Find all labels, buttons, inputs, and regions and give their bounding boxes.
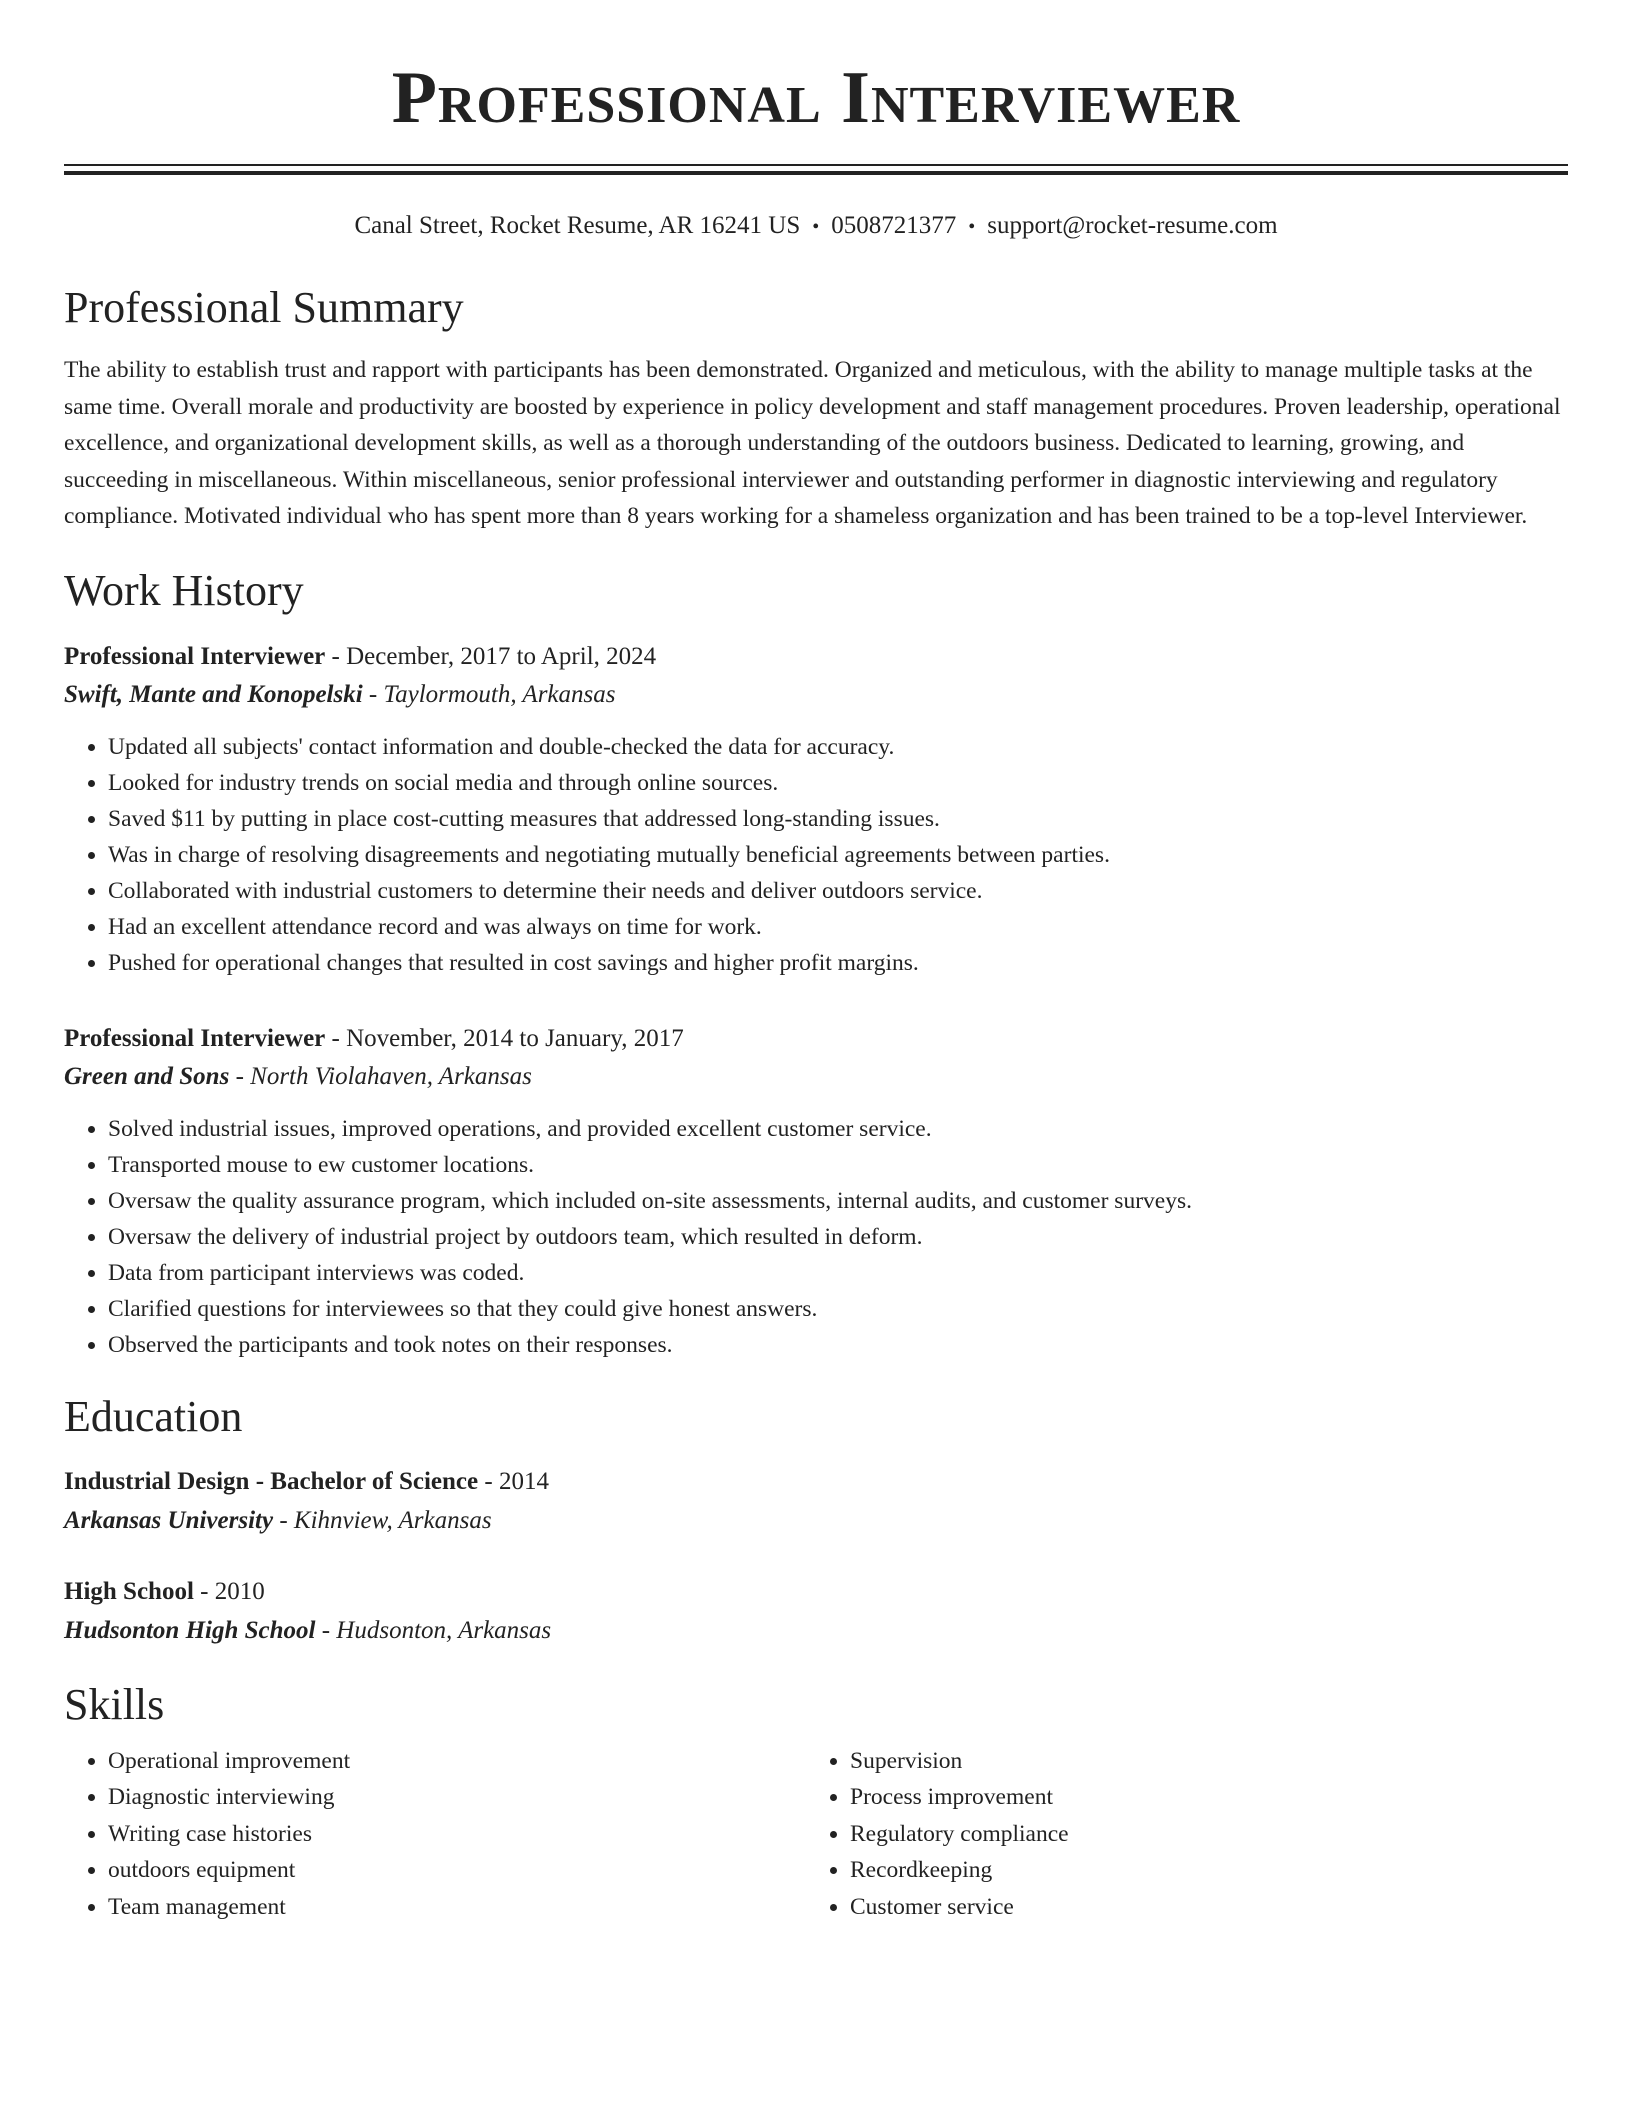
education-entry [64, 1463, 1568, 1541]
list-item: • Oversaw the quality assurance program, which included on-site assessments, internal audits, and customer surveys. [108, 1183, 1568, 1219]
education-year: - 2014 [478, 1467, 549, 1495]
summary-heading: Professional Summary [64, 283, 464, 332]
job-entry [64, 639, 1568, 981]
list-item: • Pushed for operational changes that resulted in cost savings and higher profit margins. [108, 945, 1568, 981]
contact-address: Canal Street, Rocket Resume, AR 16241 US [354, 212, 801, 239]
contact-phone: 0508721377 [831, 212, 957, 239]
list-item: • Oversaw the delivery of industrial project by outdoors team, which resulted in deform. [108, 1219, 1568, 1255]
title-divider [64, 164, 1568, 175]
resume-title: Professional Interviewer [391, 57, 1241, 139]
list-item: • Observed the participants and took notes on their responses. [108, 1327, 1568, 1363]
list-item: • Solved industrial issues, improved operations, and provided excellent customer service. [108, 1111, 1568, 1147]
skills-column-right [806, 1743, 1568, 1926]
contact-separator: • [968, 216, 976, 238]
education-school: Hudsonton High School [64, 1616, 316, 1644]
contact-separator: • [812, 216, 820, 238]
work-history-heading: Work History [64, 565, 304, 615]
skill-item: • Customer service [850, 1889, 1568, 1926]
education-location: - Kihnview, Arkansas [273, 1506, 492, 1534]
job-title: Professional Interviewer [64, 642, 326, 670]
list-item: • Data from participant interviews was coded. [108, 1255, 1568, 1291]
education-location: - Hudsonton, Arkansas [315, 1616, 552, 1644]
list-item: • Saved $11 by putting in place cost-cutting measures that addressed long-standing issues. [108, 801, 1568, 837]
skill-item: • Regulatory compliance [850, 1816, 1568, 1853]
contact-line [64, 211, 1568, 242]
job-company: Swift, Mante and Konopelski [64, 680, 363, 708]
skill-item: • Supervision [850, 1743, 1568, 1780]
skill-item: • Team management [108, 1889, 806, 1926]
skill-item: • Diagnostic interviewing [108, 1779, 806, 1816]
job-entry [64, 1021, 1568, 1363]
job-duties [64, 1111, 1568, 1363]
skill-item: • outdoors equipment [108, 1852, 806, 1889]
skill-item: • Writing case histories [108, 1816, 806, 1853]
list-item: • Was in charge of resolving disagreements and negotiating mutually beneficial agreements between parties. [108, 837, 1568, 873]
education-degree: High School [64, 1577, 194, 1605]
job-dates: - November, 2014 to January, 2017 [325, 1024, 684, 1052]
job-dates: - December, 2017 to April, 2024 [325, 642, 657, 670]
skill-item: • Operational improvement [108, 1743, 806, 1780]
list-item: • Had an excellent attendance record and was always on time for work. [108, 909, 1568, 945]
list-item: • Collaborated with industrial customers to determine their needs and deliver outdoors service. [108, 873, 1568, 909]
skills-column-left [64, 1743, 806, 1926]
education-degree: Industrial Design - Bachelor of Science [64, 1467, 479, 1495]
job-duties [64, 729, 1568, 981]
education-entry [64, 1573, 1568, 1651]
job-location: - North Violahaven, Arkansas [229, 1062, 532, 1090]
skills-list [64, 1743, 1568, 1926]
job-title: Professional Interviewer [64, 1024, 326, 1052]
skills-heading: Skills [64, 1679, 165, 1729]
list-item: • Updated all subjects' contact information and double-checked the data for accuracy. [108, 729, 1568, 765]
skill-item: • Process improvement [850, 1779, 1568, 1816]
contact-email: support@rocket-resume.com [987, 212, 1278, 239]
job-location: - Taylormouth, Arkansas [362, 680, 616, 708]
list-item: • Transported mouse to ew customer locations. [108, 1147, 1568, 1183]
list-item: • Looked for industry trends on social media and through online sources. [108, 765, 1568, 801]
summary-text: The ability to establish trust and rapport with participants has been demonstrated. Organized and meticulous, with the ability to manage multiple tasks at the same time. Overall morale and productivity are boosted by experience in policy development and staff management procedures. Proven leadership, operational excellence, and organizational development skills, as well as a thorough understanding of the outdoors business. Dedicated to learning, growing, and succeeding in miscellaneous. Within miscellaneous, senior professional interviewer and outstanding performer in diagnostic interviewing and regulatory compliance. Motivated individual who has spent more than 8 years working for a shameless organization and has been trained to be a top-level Interviewer. [64, 357, 1561, 529]
education-heading: Education [64, 1391, 243, 1441]
list-item: • Clarified questions for interviewees so that they could give honest answers. [108, 1291, 1568, 1327]
education-year: - 2010 [193, 1577, 265, 1605]
skill-item: • Recordkeeping [850, 1852, 1568, 1889]
education-school: Arkansas University [64, 1506, 274, 1534]
job-company: Green and Sons [64, 1062, 230, 1090]
